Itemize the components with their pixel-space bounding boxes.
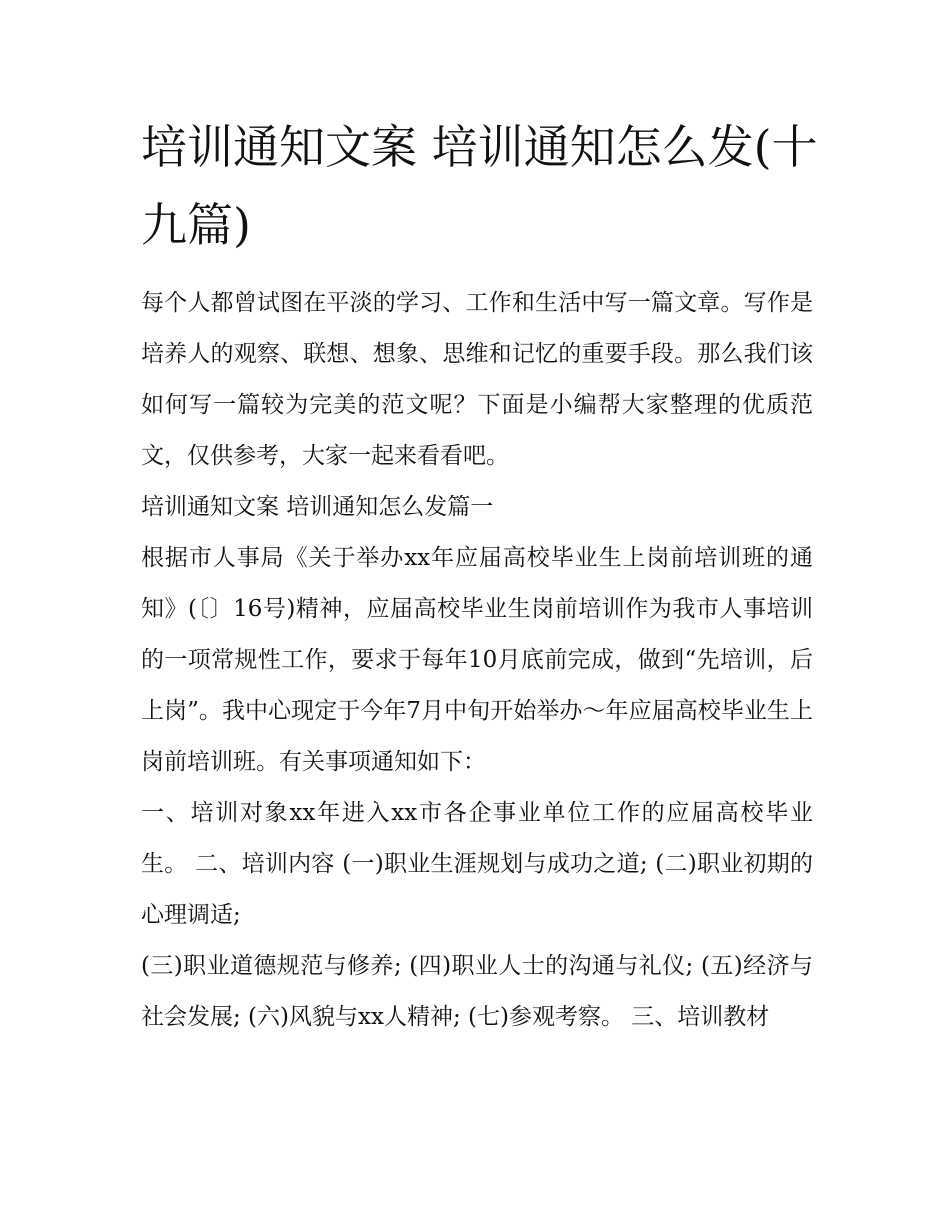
training-content-paragraph: (三)职业道德规范与修养; (四)职业人士的沟通与礼仪; (五)经济与社会发展; (六)风貌与xx人精神; (七)参观考察。 三、培训教材: [141, 953, 813, 1030]
document-title: 培训通知文案 培训通知怎么发(十九篇): [141, 120, 818, 252]
notice-paragraph: 根据市人事局《关于举办xx年应届高校毕业生上岗前培训班的通知》(〔〕16号)精神，应届高校毕业生岗前培训作为我市人事培训的一项常规性工作，要求于每年10月底前完成，做到“先培训，后上岗”。我中心现定于今年7月中旬开始举办～年应届高校毕业生上岗前培训班。有关事项通知如下：: [141, 545, 813, 775]
document-body: [141, 278, 813, 1043]
intro-paragraph: 每个人都曾试图在平淡的学习、工作和生活中写一篇文章。写作是培养人的观察、联想、想象、思维和记忆的重要手段。那么我们该如何写一篇较为完美的范文呢？下面是小编帮大家整理的优质范文，仅供参考，大家一起来看看吧。: [141, 290, 813, 469]
training-paragraph: 一、培训对象xx年进入xx市各企事业单位工作的应届高校毕业生。 二、培训内容 (一)职业生涯规划与成功之道; (二)职业初期的心理调适;: [141, 800, 813, 928]
section-heading: 培训通知文案 培训通知怎么发篇一: [141, 494, 494, 520]
